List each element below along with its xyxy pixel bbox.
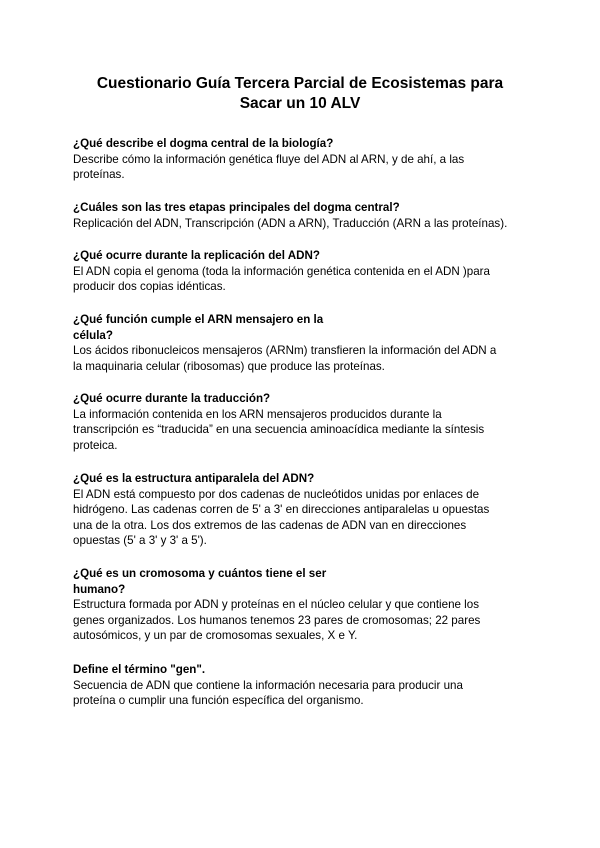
question-2: ¿Cuáles son las tres etapas principales del dogma central? — [73, 201, 400, 214]
qa-block-2 — [73, 200, 543, 231]
qa-block-5 — [73, 391, 543, 453]
question-3: ¿Qué ocurre durante la replicación del ADN? — [73, 249, 320, 262]
answer-7: Estructura formada por ADN y proteínas en el núcleo celular y que contiene los genes organizados. Los humanos tenemos 23 pares de cromosomas; 22 pares autosómicos, y un par de cromosomas sexuales, X e Y. — [73, 598, 481, 643]
answer-2: Replicación del ADN, Transcripción (ADN a ARN), Traducción (ARN a las proteínas). — [73, 216, 508, 230]
qa-block-4 — [73, 312, 543, 374]
answer-5: La información contenida en los ARN mensajeros producidos durante la transcripción es “traducida” en una secuencia aminoacídica mediante la síntesis proteica. — [73, 407, 485, 452]
answer-3: El ADN copia el genoma (toda la información genética contenida en el ADN )para producir dos copias idénticas. — [73, 264, 490, 294]
qa-block-3 — [73, 248, 543, 295]
question-5: ¿Qué ocurre durante la traducción? — [73, 392, 271, 405]
qa-block-8 — [73, 662, 543, 709]
question-6: ¿Qué es la estructura antiparalela del ADN? — [73, 472, 315, 485]
answer-4: Los ácidos ribonucleicos mensajeros (ARNm) transfieren la información del ADN a la maquinaria celular (ribosomas) que produce las proteínas. — [73, 344, 497, 373]
question-8: Define el término "gen". — [73, 663, 206, 676]
qa-block-6 — [73, 471, 543, 549]
question-4: ¿Qué función cumple el ARN mensajero en la célula? — [73, 313, 324, 342]
title-text: Cuestionario Guía Tercera Parcial de Ecosistemas para Sacar un 10 ALV — [96, 75, 504, 112]
document-title — [40, 74, 560, 114]
answer-8: Secuencia de ADN que contiene la información necesaria para producir una proteína o cumplir una función específica del organismo. — [73, 678, 463, 708]
qa-block-7 — [73, 566, 543, 644]
question-7: ¿Qué es un cromosoma y cuántos tiene el ser humano? — [73, 567, 327, 596]
answer-6: El ADN está compuesto por dos cadenas de nucleótidos unidas por enlaces de hidrógeno. Las cadenas corren de 5' a 3' en direcciones antiparalelas u opuestas una de la otra. Los dos extremos de las cadenas de ADN van en direcciones opuestas (5' a 3' y 3' a 5'). — [73, 487, 490, 548]
question-1: ¿Qué describe el dogma central de la biología? — [73, 137, 334, 150]
answer-1: Describe cómo la información genética fluye del ADN al ARN, y de ahí, a las proteínas. — [73, 152, 465, 182]
qa-block-1 — [73, 136, 543, 183]
